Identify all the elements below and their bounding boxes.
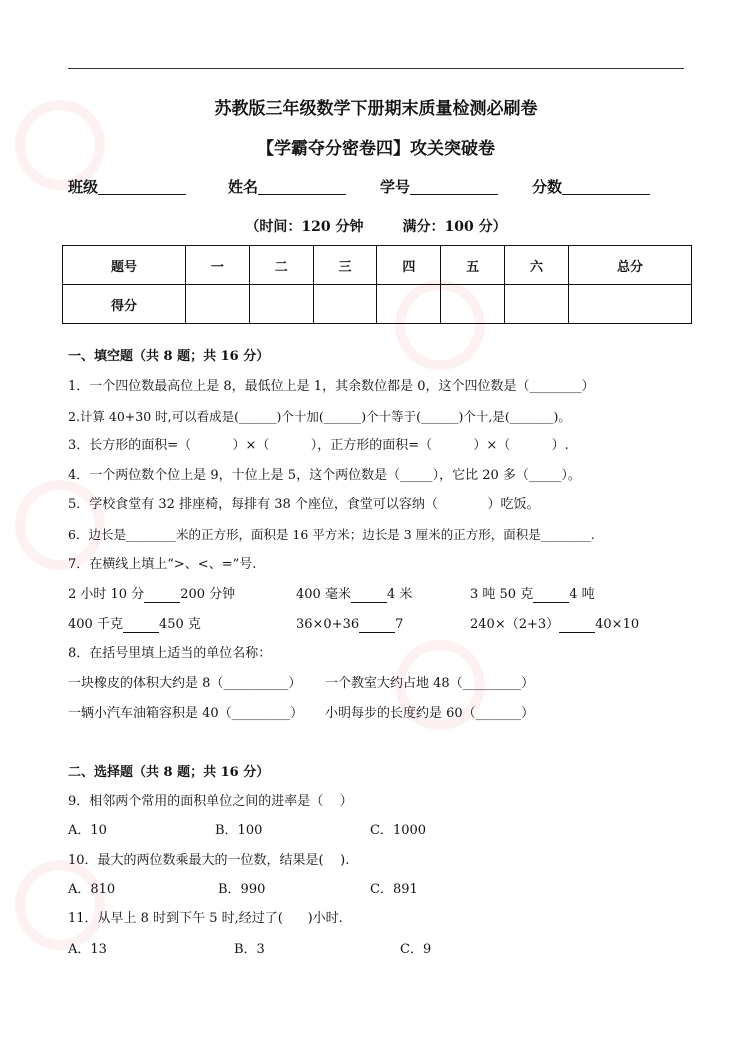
compare-item: 400 千克 450 克 <box>68 617 201 632</box>
score-label: 分数 <box>532 178 563 196</box>
unit-item: 一辆小汽车油箱容积是 40（_________） <box>68 706 304 721</box>
table-header: 四 <box>377 246 441 285</box>
option-a[interactable]: A．10 <box>68 823 107 838</box>
class-field[interactable] <box>68 179 186 195</box>
name-field[interactable] <box>228 179 346 195</box>
option-c[interactable]: C．9 <box>400 942 432 957</box>
option-c[interactable]: C．891 <box>370 882 418 897</box>
score-cell[interactable] <box>313 285 377 324</box>
score-cell[interactable] <box>377 285 441 324</box>
compare-item: 240×（2+3） 40×10 <box>470 617 640 632</box>
number-field[interactable] <box>380 179 498 195</box>
score-cell[interactable] <box>505 285 569 324</box>
compare-item: 36×0+36 7 <box>296 617 404 632</box>
page-subtitle: 【学霸夺分密卷四】攻关突破卷 <box>257 139 495 159</box>
question-4: 4．一个两位数个位上是 9，十位上是 5，这个两位数是（_____），它比 20 多（_____）。 <box>68 468 581 483</box>
section1-heading: 一、填空题（共 8 题；共 16 分） <box>68 349 270 364</box>
question-3: 3．长方形的面积=（ ）×（ ），正方形的面积=（ ）×（ ）. <box>68 438 569 453</box>
table-header: 三 <box>313 246 377 285</box>
compare-item: 2 小时 10 分 200 分钟 <box>68 587 236 602</box>
score-cell[interactable] <box>568 285 691 324</box>
option-a[interactable]: A．810 <box>68 882 116 897</box>
option-b[interactable]: B．100 <box>215 823 263 838</box>
section2-heading: 二、选择题（共 8 题；共 16 分） <box>68 765 270 780</box>
table-header: 总分 <box>568 246 691 285</box>
question-1: 1．一个四位数最高位上是 8，最低位上是 1，其余数位都是 0，这个四位数是（________） <box>68 379 595 394</box>
class-label: 班级 <box>68 178 99 196</box>
question-6: 6．边长是________米的正方形，面积是 16 平方米；边长是 3 厘米的正方形，面积是________. <box>68 527 595 542</box>
compare-item: 400 毫米 4 米 <box>296 587 413 602</box>
compare-item: 3 吨 50 克 4 吨 <box>470 587 595 602</box>
page-title: 苏教版三年级数学下册期末质量检测必刷卷 <box>214 99 538 119</box>
score-cell[interactable] <box>186 285 250 324</box>
table-header: 五 <box>441 246 505 285</box>
table-header: 六 <box>505 246 569 285</box>
table-header: 一 <box>186 246 250 285</box>
table-header: 题号 <box>63 246 186 285</box>
watermark-logo <box>15 860 105 950</box>
option-c[interactable]: C．1000 <box>370 823 427 838</box>
table-header-row <box>63 246 692 285</box>
score-row-label: 得分 <box>63 285 186 324</box>
question-9: 9．相邻两个常用的面积单位之间的进率是（ ） <box>68 794 353 809</box>
question-5: 5．学校食堂有 32 排座椅，每排有 38 个座位，食堂可以容纳（ ）吃饭。 <box>68 497 540 512</box>
question-2: 2.计算 40+30 时,可以看成是(______)个十加(______)个十等于(______)个十,是(_______)。 <box>68 409 571 424</box>
option-a[interactable]: A．13 <box>68 942 107 957</box>
time-info: （时间：120 分钟 满分：100 分） <box>245 219 507 235</box>
option-b[interactable]: B．990 <box>218 882 266 897</box>
score-cell[interactable] <box>249 285 313 324</box>
unit-item: 一个教室大约占地 48（_________） <box>325 676 535 691</box>
score-table <box>62 245 692 324</box>
unit-item: 一块橡皮的体积大约是 8（__________） <box>68 676 302 691</box>
number-label: 学号 <box>380 178 411 196</box>
table-header: 二 <box>249 246 313 285</box>
unit-item: 小明每步的长度约是 60（_______） <box>325 706 535 721</box>
question-11: 11．从早上 8 时到下午 5 时,经过了( )小时. <box>68 911 343 926</box>
score-field[interactable] <box>532 179 650 195</box>
score-cell[interactable] <box>441 285 505 324</box>
name-label: 姓名 <box>228 178 259 196</box>
question-8: 8．在括号里填上适当的单位名称： <box>68 646 272 661</box>
question-10: 10．最大的两位数乘最大的一位数，结果是( ). <box>68 853 350 868</box>
option-b[interactable]: B．3 <box>234 942 265 957</box>
score-row <box>63 285 692 324</box>
question-7: 7．在横线上填上“>、<、=”号. <box>68 557 257 572</box>
header-rule <box>68 68 684 69</box>
